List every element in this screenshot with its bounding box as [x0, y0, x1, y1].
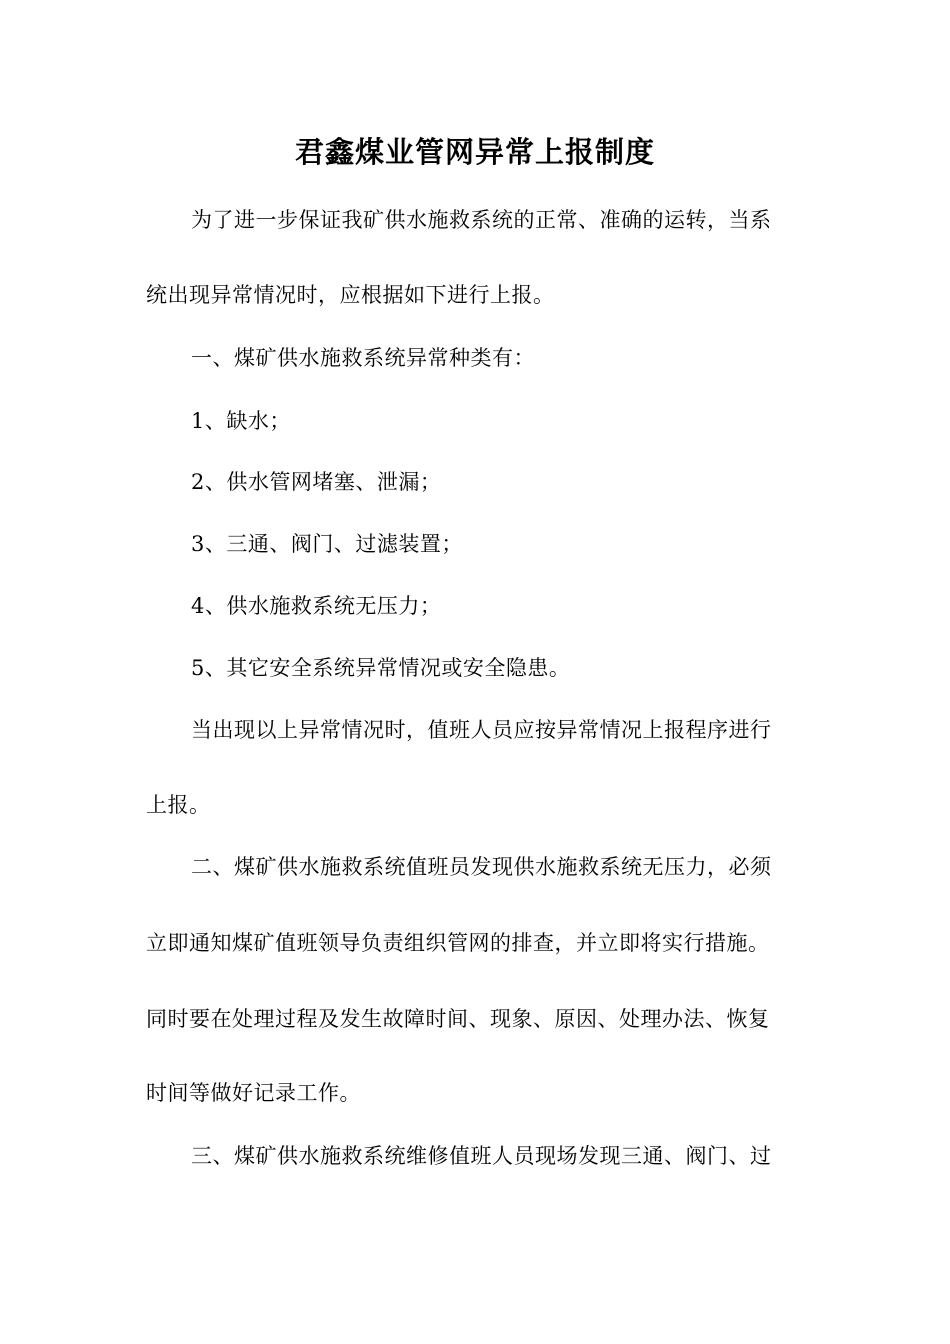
section-2-line-2: 立即通知煤矿值班领导负责组织管网的排查，并立即将实行措施。	[146, 931, 770, 955]
list-item-5: 5、其它安全系统异常情况或安全隐患。	[191, 656, 571, 680]
section-2-line-1: 二、煤矿供水施救系统值班员发现供水施救系统无压力，必须	[191, 855, 772, 879]
list-item-3: 3、三通、阀门、过滤装置；	[191, 532, 463, 556]
paragraph-report-line-2: 上报。	[146, 793, 211, 817]
document-title: 君鑫煤业管网异常上报制度	[294, 135, 655, 169]
paragraph-intro-line-1: 为了进一步保证我矿供水施救系统的正常、准确的运转，当系	[191, 208, 772, 232]
section-2-line-4: 时间等做好记录工作。	[146, 1081, 361, 1105]
section-2-line-3: 同时要在处理过程及发生故障时间、现象、原因、处理办法、恢复	[146, 1007, 770, 1031]
section-1-heading: 一、煤矿供水施救系统异常种类有：	[191, 346, 535, 370]
list-item-2: 2、供水管网堵塞、泄漏；	[191, 470, 442, 494]
list-item-1: 1、缺水；	[191, 409, 291, 433]
list-item-4: 4、供水施救系统无压力；	[191, 594, 442, 618]
paragraph-intro-line-2: 统出现异常情况时，应根据如下进行上报。	[146, 283, 555, 307]
paragraph-report-line-1: 当出现以上异常情况时，值班人员应按异常情况上报程序进行	[191, 718, 772, 742]
section-3-line-1: 三、煤矿供水施救系统维修值班人员现场发现三通、阀门、过	[191, 1144, 772, 1168]
